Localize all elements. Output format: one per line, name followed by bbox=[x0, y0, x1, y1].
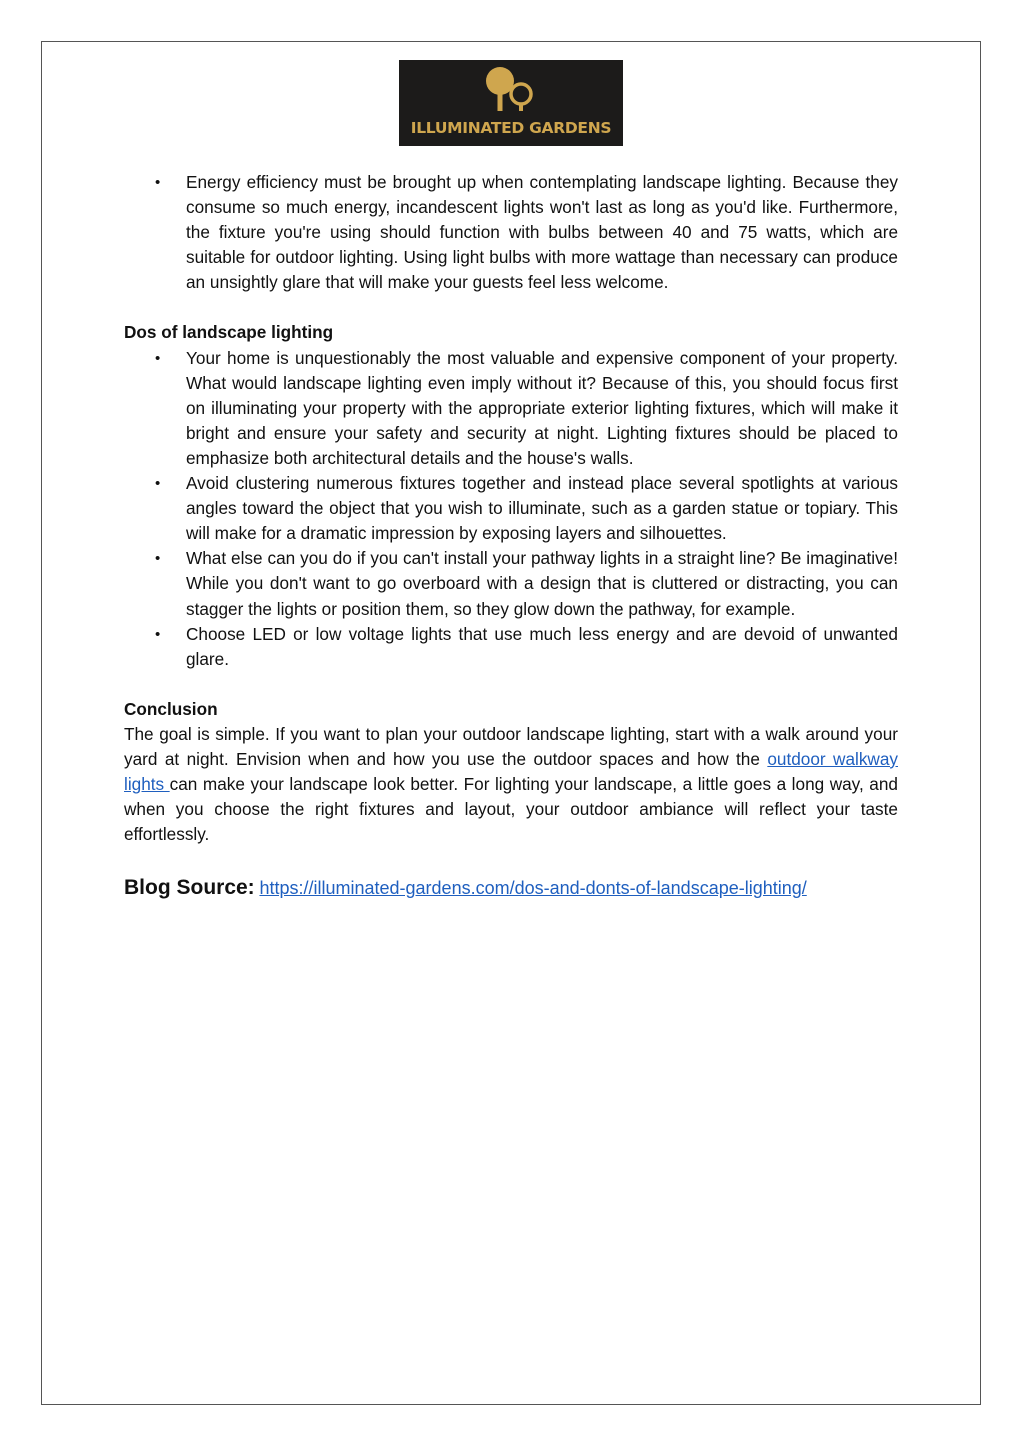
intro-bullet-list bbox=[124, 170, 898, 295]
tree-logo-icon bbox=[399, 60, 623, 120]
list-item: • Choose LED or low voltage lights that use much less energy and are devoid of unwanted glare. bbox=[124, 622, 898, 672]
dos-bullet-list bbox=[124, 346, 898, 672]
list-item: • Avoid clustering numerous fixtures together and instead place several spotlights at various angles toward the object that you wish to illuminate, such as a garden statue or topiary. This will make for a dramatic impression by exposing layers and silhouettes. bbox=[124, 471, 898, 546]
dos-heading: Dos of landscape lighting bbox=[124, 322, 334, 343]
conclusion-text-before: The goal is simple. If you want to plan your outdoor landscape lighting, start with a walk around your yard at night. Envision when and how you use the outdoor spaces and how the bbox=[124, 723, 898, 769]
list-item: • Energy efficiency must be brought up when contemplating landscape lighting. Because they consume so much energy, incandescent lights won't last as long as you'd like. Furthermore, the fixture you're using should function with bulbs between 40 and 75 watts, which are suitable for outdoor lighting. Using light bulbs with more wattage than necessary can produce an unsightly glare that will make your guests feel less welcome. bbox=[124, 170, 898, 295]
document-body bbox=[124, 170, 898, 901]
blog-source-link[interactable]: https://illuminated-gardens.com/dos-and-donts-of-landscape-lighting/ bbox=[259, 878, 807, 899]
blog-source bbox=[124, 875, 898, 901]
blog-source-label: Blog Source: bbox=[124, 876, 255, 900]
conclusion-paragraph bbox=[124, 722, 898, 847]
conclusion-text-after: can make your landscape look better. For lighting your landscape, a little goes a long way, and when you choose the right fixtures and layout, your outdoor ambiance will reflect your taste effortlessly. bbox=[124, 774, 898, 845]
conclusion-heading: Conclusion bbox=[124, 698, 218, 719]
logo-wordmark: ILLUMINATED GARDENS bbox=[410, 119, 612, 137]
list-item: • Your home is unquestionably the most valuable and expensive component of your property. What would landscape lighting even imply without it? Because of this, you should focus first on illuminating your property with the appropriate exterior lighting fixtures, which will make it bright and ensure your safety and security at night. Lighting fixtures should be placed to emphasize both architectural details and the house's walls. bbox=[124, 346, 898, 471]
brand-logo bbox=[399, 60, 623, 146]
list-item: • What else can you do if you can't install your pathway lights in a straight line? Be imaginative! While you don't want to go overboard with a design that is cluttered or distracting, you can stagger the lights or position them, so they glow down the pathway, for example. bbox=[124, 546, 898, 621]
outdoor-walkway-lights-link[interactable]: outdoor walkway lights bbox=[124, 748, 898, 795]
